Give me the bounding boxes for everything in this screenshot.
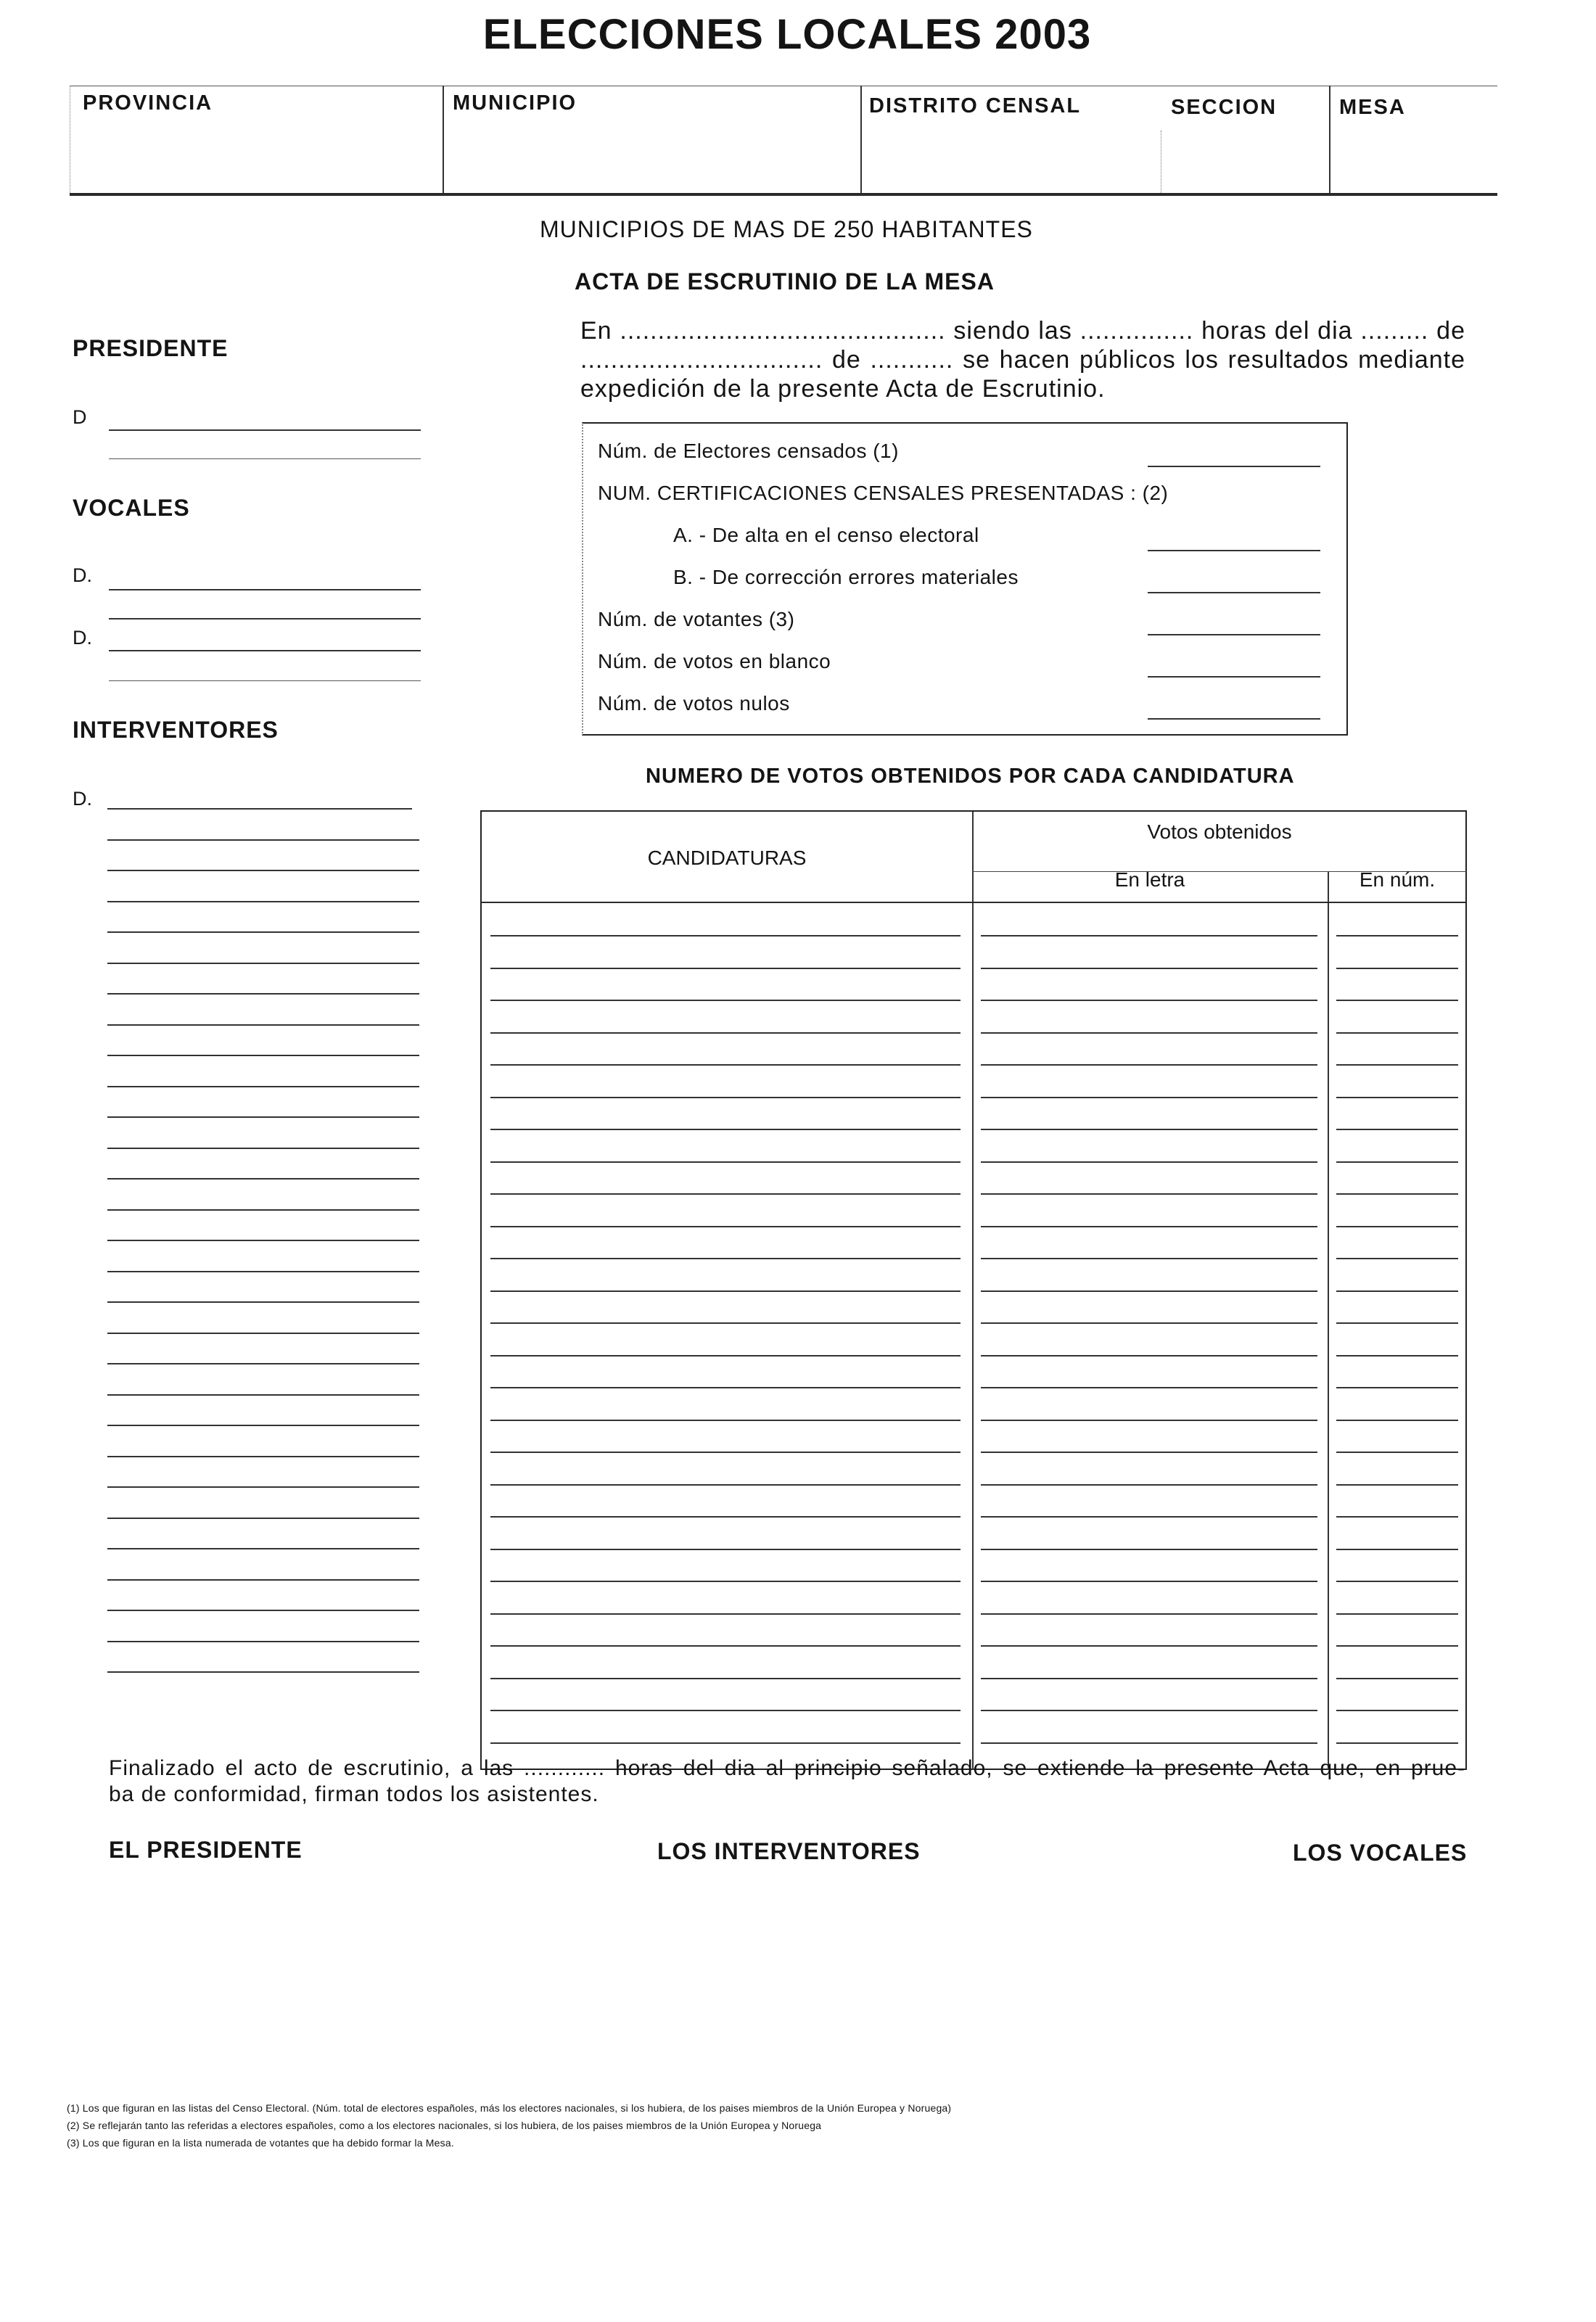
footnote-1: (1) Los que figuran en las listas del Censo Electoral. (Núm. total de electores españoles, más los electores nacionales, si los hubiera, de los paises miembros de la Unión Europea y Noruega) [67,2102,952,2114]
candidatura-row-line[interactable] [490,1000,961,1001]
presidente-heading: PRESIDENTE [73,335,229,361]
votos-num-line[interactable] [1336,1549,1458,1550]
votos-num-line[interactable] [1336,1613,1458,1615]
votos-letra-line[interactable] [981,1613,1317,1615]
votos-num-line[interactable] [1336,1193,1458,1195]
votos-num-line[interactable] [1336,1645,1458,1647]
en-num-header: En núm. [1359,868,1436,891]
votos-num-line[interactable] [1336,1097,1458,1098]
candidatura-row-line[interactable] [490,1678,961,1679]
intro-line-2: ................................ de ........... se hacen públicos los resultados mediante [580,346,1465,374]
votos-letra-line[interactable] [981,968,1317,969]
header-divider [860,86,862,193]
signature-line[interactable] [107,1148,419,1149]
signature-line [109,458,421,459]
votos-letra-line[interactable] [981,935,1317,936]
votos-num-line[interactable] [1336,1032,1458,1034]
signature-line[interactable] [107,993,419,995]
candidatura-row-line[interactable] [490,1226,961,1227]
votos-num-line[interactable] [1336,1355,1458,1356]
candidatura-row-line[interactable] [490,1484,961,1486]
votos-num-line[interactable] [1336,1742,1458,1744]
votos-letra-line[interactable] [981,1484,1317,1486]
votos-num-line[interactable] [1336,1226,1458,1227]
signature-line[interactable] [107,870,419,871]
votos-letra-line[interactable] [981,1193,1317,1195]
footnote-2: (2) Se reflejarán tanto las referidas a electores españoles, como a los electores nacionales, si los hubiera, de los paises miembros de la Unión Europea y Noruega [67,2120,822,2131]
signature-line [109,680,421,681]
signature-line[interactable] [107,1024,419,1026]
votantes-field[interactable] [1148,634,1320,635]
signature-line [109,618,421,619]
signature-line[interactable] [107,1579,419,1581]
candidatura-row-line[interactable] [490,1032,961,1034]
signature-line[interactable] [107,1086,419,1087]
votos-letra-line[interactable] [981,1290,1317,1292]
signature-line[interactable] [107,1456,419,1457]
votos-letra-line[interactable] [981,1742,1317,1744]
votos-num-line[interactable] [1336,1420,1458,1421]
signature-line[interactable] [107,839,419,841]
votos-letra-line[interactable] [981,1161,1317,1163]
candidatura-row-line[interactable] [490,1129,961,1130]
votos-num-line[interactable] [1336,1452,1458,1453]
votos-nulos-label: Núm. de votos nulos [598,692,790,715]
intro-paragraph [580,316,1465,403]
votos-num-line[interactable] [1336,1581,1458,1582]
provincia-field: PROVINCIA [83,91,213,115]
seccion-field: SECCION [1171,96,1278,119]
signature-line[interactable] [107,1178,419,1179]
intro-line-1: En ........................................... siendo las ............... horas del dia ......... de [580,317,1465,345]
candidatura-row-line[interactable] [490,1420,961,1421]
signature-line[interactable] [107,1641,419,1642]
signature-line[interactable] [107,1671,419,1673]
votos-num-line[interactable] [1336,968,1458,969]
alta-censo-field[interactable] [1148,550,1320,551]
candidatura-row-line[interactable] [490,1322,961,1324]
signature-line[interactable] [107,901,419,902]
signer-vocales: LOS VOCALES [1293,1840,1468,1866]
votos-letra-line[interactable] [981,1387,1317,1388]
signature-line[interactable] [107,1548,419,1549]
votos-num-line[interactable] [1336,1129,1458,1130]
candidatura-row-line[interactable] [490,968,961,969]
signature-line[interactable] [107,1518,419,1519]
column-divider [1328,871,1329,1770]
votes-table [480,810,1467,1770]
header-divider [443,86,444,193]
signature-line[interactable] [107,1209,419,1211]
votos-num-line[interactable] [1336,1710,1458,1711]
candidatura-row-line[interactable] [490,935,961,936]
votos-num-line[interactable] [1336,1000,1458,1001]
votos-blanco-label: Núm. de votos en blanco [598,650,831,672]
votos-num-line[interactable] [1336,1161,1458,1163]
signature-line[interactable] [107,963,419,964]
page-title: ELECCIONES LOCALES 2003 [482,11,1092,58]
candidatura-row-line[interactable] [490,1516,961,1518]
votos-num-line[interactable] [1336,1387,1458,1388]
signature-line[interactable] [107,1486,419,1488]
signature-line[interactable] [107,1610,419,1611]
signature-line[interactable] [107,1394,419,1396]
votos-num-line[interactable] [1336,1322,1458,1324]
votos-letra-line[interactable] [981,1097,1317,1098]
signature-line[interactable] [107,1333,419,1334]
candidatura-row-line[interactable] [490,1258,961,1259]
distrito-censal-field: DISTRITO CENSAL [869,94,1082,118]
signature-line[interactable] [107,1240,419,1241]
votos-num-line[interactable] [1336,1678,1458,1679]
votos-letra-line[interactable] [981,1581,1317,1582]
votos-letra-line[interactable] [981,1226,1317,1227]
closing-line-1: Finalizado el acto de escrutinio, a las ............ horas del dia al principio señalado, se extiende la presente Acta que, en prue- [109,1756,1465,1780]
header-bottom-line [482,902,1465,903]
candidatura-row-line[interactable] [490,1452,961,1453]
signature-line[interactable] [107,931,419,933]
candidatura-row-line[interactable] [490,1355,961,1356]
en-letra-header: En letra [1114,868,1185,891]
signature-line [109,589,421,590]
votos-num-line[interactable] [1336,935,1458,936]
municipio-field: MUNICIPIO [453,91,577,115]
votos-nulos-field[interactable] [1148,718,1320,720]
votos-letra-line[interactable] [981,1678,1317,1679]
votantes-label: Núm. de votantes (3) [598,608,795,630]
footnote-3: (3) Los que figuran en la lista numerada de votantes que ha debido formar la Mesa. [67,2137,454,2149]
certificaciones-label: NUM. CERTIFICACIONES CENSALES PRESENTADAS : (2) [598,482,1169,504]
d-label: D. [73,788,92,810]
closing-line-2: ba de conformidad, firman todos los asistentes. [109,1782,599,1806]
signature-line[interactable] [107,1116,419,1118]
votos-num-line[interactable] [1336,1484,1458,1486]
signature-line[interactable] [107,1425,419,1426]
signature-line [109,429,421,431]
column-divider [972,812,974,1770]
d-label: D. [73,564,92,586]
votos-letra-line[interactable] [981,1129,1317,1130]
signature-line[interactable] [107,1271,419,1272]
votos-letra-line[interactable] [981,1645,1317,1647]
vocales-heading: VOCALES [73,495,190,521]
candidaturas-header: CANDIDATURAS [647,847,807,869]
electores-censados-label: Núm. de Electores censados (1) [598,440,899,462]
candidatura-row-line[interactable] [490,1710,961,1711]
candidatura-row-line[interactable] [490,1161,961,1163]
d-label: D [73,406,87,428]
votes-table-title: NUMERO DE VOTOS OBTENIDOS POR CADA CANDIDATURA [646,765,1295,788]
votos-letra-line[interactable] [981,1420,1317,1421]
intro-line-3: expedición de la presente Acta de Escrutinio. [580,375,1106,403]
votos-letra-line[interactable] [981,1452,1317,1453]
votos-num-line[interactable] [1336,1290,1458,1292]
candidatura-row-line[interactable] [490,1097,961,1098]
candidatura-row-line[interactable] [490,1645,961,1647]
header-bottom-line [70,193,1497,196]
signature-line[interactable] [107,1301,419,1303]
signature-line[interactable] [107,1363,419,1364]
results-box [582,422,1348,736]
votos-blanco-field[interactable] [1148,676,1320,678]
signature-line [109,650,421,651]
votos-num-line[interactable] [1336,1258,1458,1259]
votos-letra-line[interactable] [981,1355,1317,1356]
candidatura-row-line[interactable] [490,1613,961,1615]
acta-title: ACTA DE ESCRUTINIO DE LA MESA [575,268,995,295]
correccion-errores-field[interactable] [1148,592,1320,593]
closing-paragraph [109,1755,1465,1808]
signer-interventores: LOS INTERVENTORES [657,1838,921,1864]
votos-letra-line[interactable] [981,1064,1317,1066]
signer-presidente: EL PRESIDENTE [109,1837,303,1863]
candidatura-row-line[interactable] [490,1387,961,1388]
candidatura-row-line[interactable] [490,1581,961,1582]
votos-letra-line[interactable] [981,1322,1317,1324]
votos-letra-line[interactable] [981,1516,1317,1518]
votos-letra-line[interactable] [981,1258,1317,1259]
votos-num-line[interactable] [1336,1516,1458,1518]
candidatura-row-line[interactable] [490,1549,961,1550]
interventores-heading: INTERVENTORES [73,717,279,743]
signature-line[interactable] [107,808,412,810]
votos-letra-line[interactable] [981,1549,1317,1550]
votos-letra-line[interactable] [981,1032,1317,1034]
candidatura-row-line[interactable] [490,1742,961,1744]
correccion-errores-label: B. - De corrección errores materiales [673,566,1019,588]
header-divider [1329,86,1330,193]
signature-line[interactable] [107,1055,419,1056]
subtitle: MUNICIPIOS DE MAS DE 250 HABITANTES [540,216,1033,242]
votos-letra-line[interactable] [981,1000,1317,1001]
votos-obtenidos-header: Votos obtenidos [1147,820,1292,843]
candidatura-row-line[interactable] [490,1290,961,1292]
d-label: D. [73,627,92,649]
votos-letra-line[interactable] [981,1710,1317,1711]
candidatura-row-line[interactable] [490,1193,961,1195]
alta-censo-label: A. - De alta en el censo electoral [673,524,979,546]
votos-num-line[interactable] [1336,1064,1458,1066]
electores-censados-field[interactable] [1148,466,1320,467]
candidatura-row-line[interactable] [490,1064,961,1066]
mesa-field: MESA [1339,96,1406,119]
